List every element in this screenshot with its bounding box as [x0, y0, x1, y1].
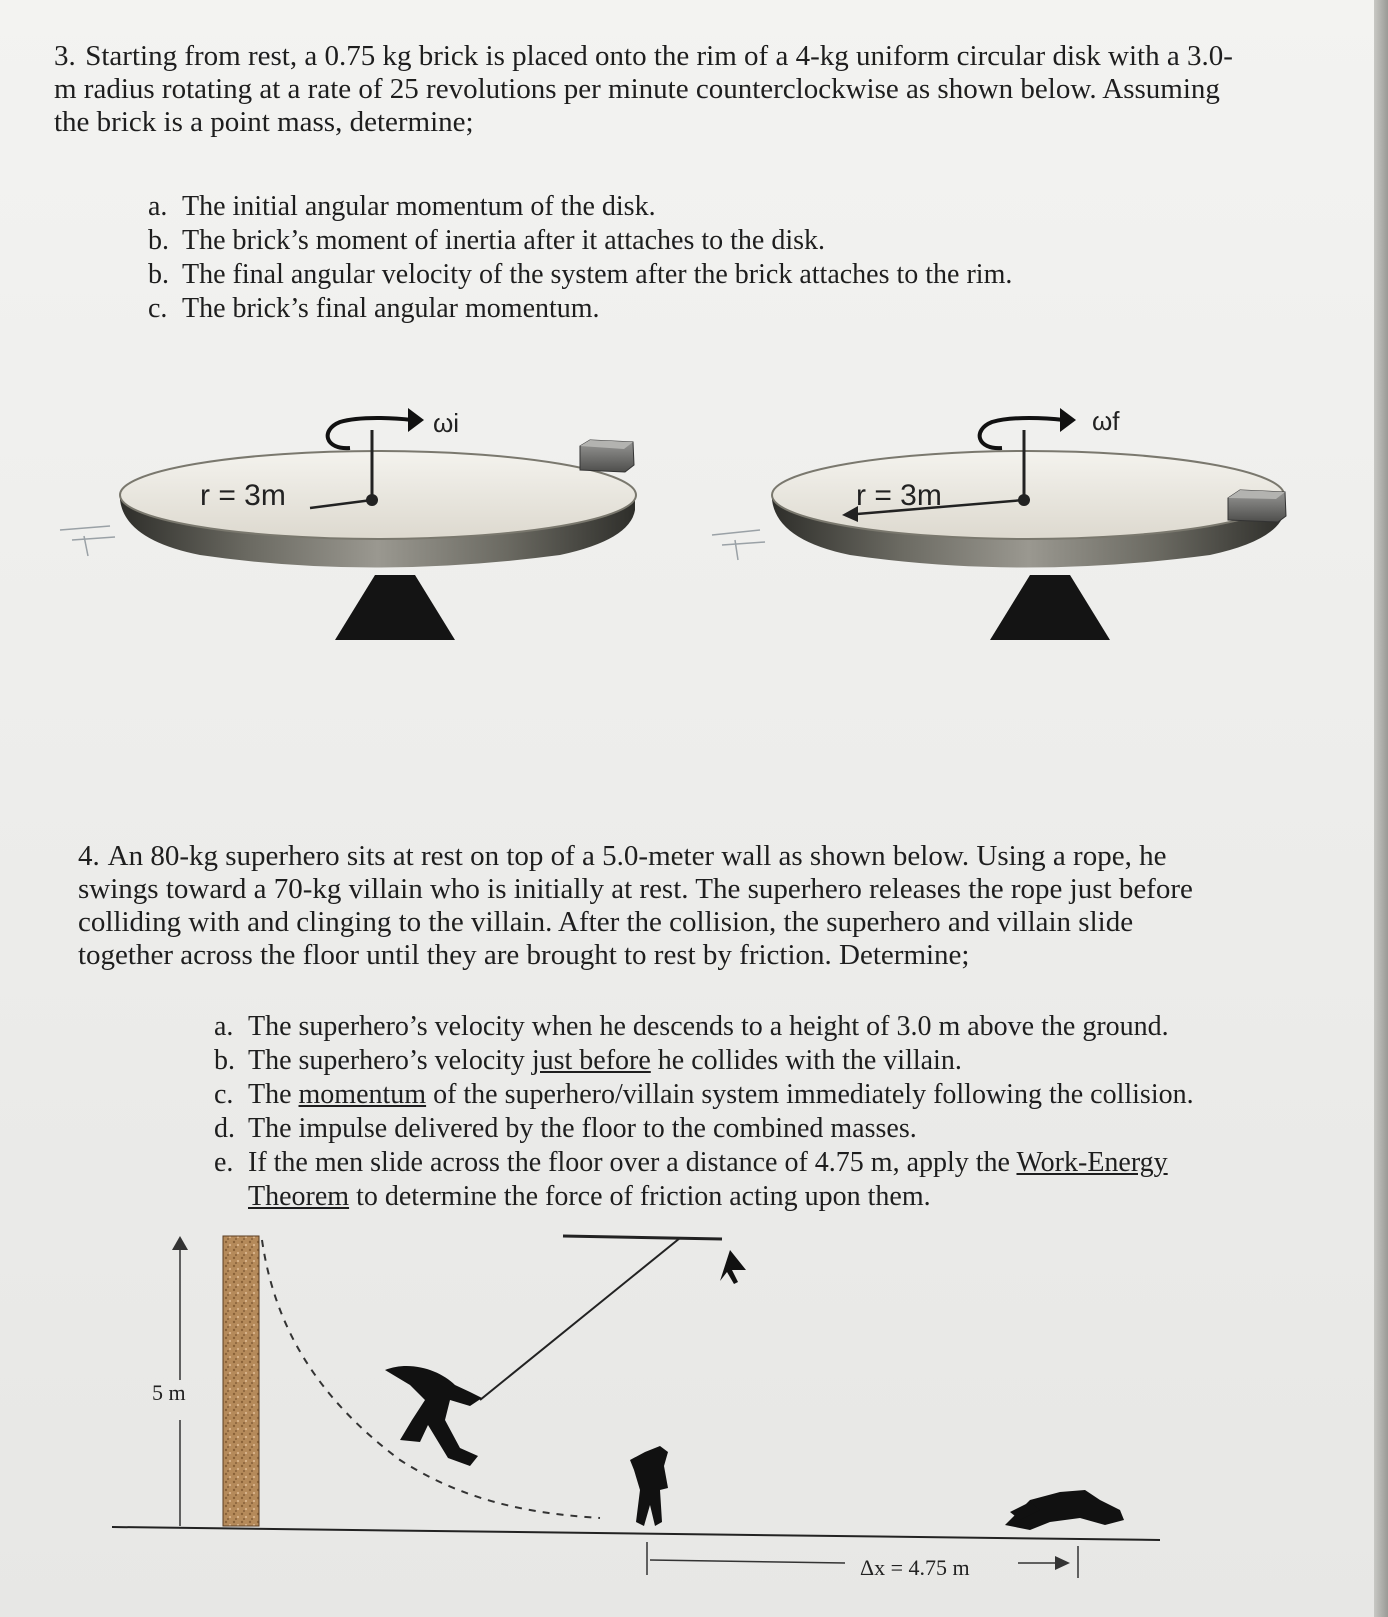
radius-label-left: r = 3m — [200, 479, 286, 512]
problem-4-items — [214, 1010, 1314, 1214]
problem-4-item-b: b. The superhero’s velocity just before he collides with the villain. — [214, 1045, 962, 1076]
problem-4-statement — [78, 840, 1228, 972]
distance-line-left — [650, 1560, 845, 1563]
problem-3 — [54, 40, 1254, 139]
rope-support-bar — [563, 1236, 722, 1239]
problem-4-item-a: a. The superhero’s velocity when he descends to a height of 3.0 m above the ground. — [214, 1011, 1169, 1042]
rotation-arrow-right — [980, 418, 1064, 448]
rotation-arrowhead-left — [408, 408, 424, 432]
combined-figures-sliding — [1005, 1490, 1124, 1530]
center-dot-right — [1018, 494, 1030, 506]
problem-3-number: 3. — [54, 40, 76, 72]
cursor-arrow-icon — [720, 1250, 746, 1284]
ground-line — [112, 1527, 1160, 1540]
center-dot-left — [366, 494, 378, 506]
page-edge-shadow — [1374, 0, 1388, 1617]
problem-3-text: Starting from rest, a 0.75 kg brick is placed onto the rim of a 4-kg uniform circular disk with a 3.0-m radius rotating at a rate of 25 revolutions per minute counterclockwise as shown below. Assuming the brick is a point mass, determine; — [54, 40, 1233, 138]
problem-4 — [78, 840, 1228, 972]
omega-initial-label: ωi — [433, 408, 460, 438]
radius-label-right: r = 3m — [856, 479, 942, 512]
brick-left — [580, 440, 634, 472]
distance-label: Δx = 4.75 m — [860, 1555, 970, 1580]
height-label: 5 m — [152, 1380, 186, 1405]
rope — [480, 1238, 680, 1400]
height-arrowhead — [172, 1236, 188, 1250]
problem-4-item-c: c. The momentum of the superhero/villain system immediately following the collision. — [214, 1079, 1194, 1110]
problem-3-item-b2: b. The final angular velocity of the system after the brick attaches to the rim. — [148, 259, 1013, 290]
superhero-swing-figure — [0, 1220, 1388, 1617]
problem-4-item-d: d. The impulse delivered by the floor to the combined masses. — [214, 1113, 917, 1144]
rotating-disk-figure — [0, 370, 1388, 670]
disk-right — [712, 406, 1286, 640]
tick-marks-left — [60, 526, 115, 556]
problem-4-item-e-cont: Theorem to determine the force of friction acting upon them. — [248, 1181, 931, 1212]
disk-left — [60, 408, 636, 640]
tick-marks-right — [712, 530, 765, 560]
problem-4-text: An 80-kg superhero sits at rest on top of a 5.0-meter wall as shown below. Using a rope, he swings toward a 70-kg villain who is initially at rest. The superhero releases the rope just before colliding with and clinging to the villain. After the collision, the superhero and villain slide together across the floor until they are brought to rest by friction. Determine; — [78, 840, 1193, 971]
omega-final-label: ωf — [1092, 406, 1120, 436]
disk-top-right — [772, 451, 1284, 539]
rotation-arrow-left — [328, 418, 412, 448]
disk-top-left — [120, 451, 636, 539]
problem-3-statement — [54, 40, 1254, 139]
wall — [223, 1236, 259, 1526]
villain-silhouette — [630, 1446, 668, 1526]
pivot-stand-right — [990, 575, 1110, 640]
pivot-stand-left — [335, 575, 455, 640]
problem-3-items — [148, 190, 1148, 326]
problem-4-item-e: e. If the men slide across the floor over a distance of 4.75 m, apply the Work-Energy — [214, 1147, 1168, 1178]
problem-3-item-c: c. The brick’s final angular momentum. — [148, 293, 600, 324]
rotation-arrowhead-right — [1060, 408, 1076, 432]
distance-arrowhead — [1055, 1556, 1070, 1570]
problem-3-item-a: a. The initial angular momentum of the disk. — [148, 191, 656, 222]
brick-right — [1228, 490, 1286, 522]
problem-3-item-b1: b. The brick’s moment of inertia after it attaches to the disk. — [148, 225, 826, 256]
superhero-silhouette — [385, 1366, 482, 1466]
problem-4-number: 4. — [78, 840, 100, 872]
